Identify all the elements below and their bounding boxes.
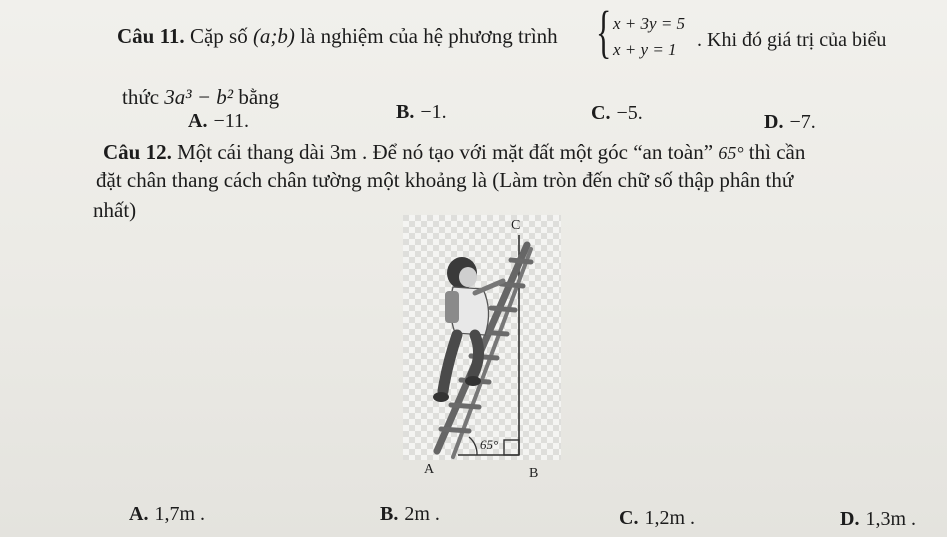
option-text: −7. bbox=[789, 111, 816, 133]
q12-stem-line2: đặt chân thang cách chân tường một khoảng là (Làm tròn đến chữ số thập phân thứ bbox=[96, 168, 794, 192]
option-text: 2m . bbox=[404, 503, 440, 525]
q11-option-d[interactable] bbox=[764, 111, 816, 134]
q12-line1-end: thì cần bbox=[748, 140, 806, 164]
q11-option-a[interactable] bbox=[188, 110, 249, 133]
q12-number: Câu 12. bbox=[103, 140, 172, 164]
angle-label: 65° bbox=[480, 437, 499, 452]
q11-number: Câu 11. bbox=[117, 24, 185, 48]
ladder-diagram bbox=[403, 215, 561, 487]
option-text: −1. bbox=[420, 101, 447, 123]
ladder-figure bbox=[403, 215, 561, 487]
q11-stem-line2 bbox=[122, 85, 279, 110]
q12-angle: 65° bbox=[718, 143, 744, 163]
option-label: B. bbox=[396, 101, 415, 123]
option-label: A. bbox=[129, 503, 149, 525]
option-label: B. bbox=[380, 503, 399, 525]
point-a-label: A bbox=[424, 462, 435, 477]
q11-text-part3: . Khi đó giá trị của biểu bbox=[697, 29, 887, 51]
q12-stem-line1 bbox=[103, 140, 805, 165]
wall-background bbox=[403, 215, 561, 460]
q11-expression: 3a³ − b² bbox=[164, 85, 234, 109]
point-c-label: C bbox=[511, 218, 521, 233]
option-label: C. bbox=[619, 507, 639, 529]
q11-option-b[interactable] bbox=[396, 101, 447, 124]
option-text: −11. bbox=[213, 110, 249, 132]
q12-option-d[interactable] bbox=[840, 508, 916, 531]
q11-line2-end: bằng bbox=[238, 85, 280, 109]
q11-text-part2: là nghiệm của hệ phương trình bbox=[300, 24, 558, 48]
q12-stem-line3: nhất) bbox=[93, 198, 137, 222]
q12-option-b[interactable] bbox=[380, 503, 440, 526]
q12-line1: Một cái thang dài 3m . Để nó tạo với mặt đất một góc “an toàn” bbox=[177, 140, 714, 164]
brace-icon: { bbox=[596, 0, 612, 64]
option-text: 1,7m . bbox=[154, 503, 206, 525]
option-label: D. bbox=[840, 508, 860, 530]
equation-system bbox=[596, 0, 696, 64]
q12-option-c[interactable] bbox=[619, 507, 695, 530]
q11-text-part1: Cặp số bbox=[189, 24, 248, 48]
option-label: C. bbox=[591, 102, 611, 124]
q11-option-c[interactable] bbox=[591, 102, 643, 125]
q12-option-a[interactable] bbox=[129, 503, 205, 526]
q11-line2-start: thức bbox=[122, 85, 160, 109]
option-text: 1,3m . bbox=[865, 508, 917, 530]
option-text: −5. bbox=[616, 102, 643, 124]
point-b-label: B bbox=[529, 466, 539, 481]
q11-pair: (a;b) bbox=[252, 24, 295, 48]
option-text: 1,2m . bbox=[644, 507, 696, 529]
equation-1: x + 3y = 5 bbox=[613, 14, 686, 33]
equation-2: x + y = 1 bbox=[613, 40, 677, 59]
option-label: A. bbox=[188, 110, 208, 132]
option-label: D. bbox=[764, 111, 784, 133]
q11-stem-line1 bbox=[117, 24, 558, 49]
